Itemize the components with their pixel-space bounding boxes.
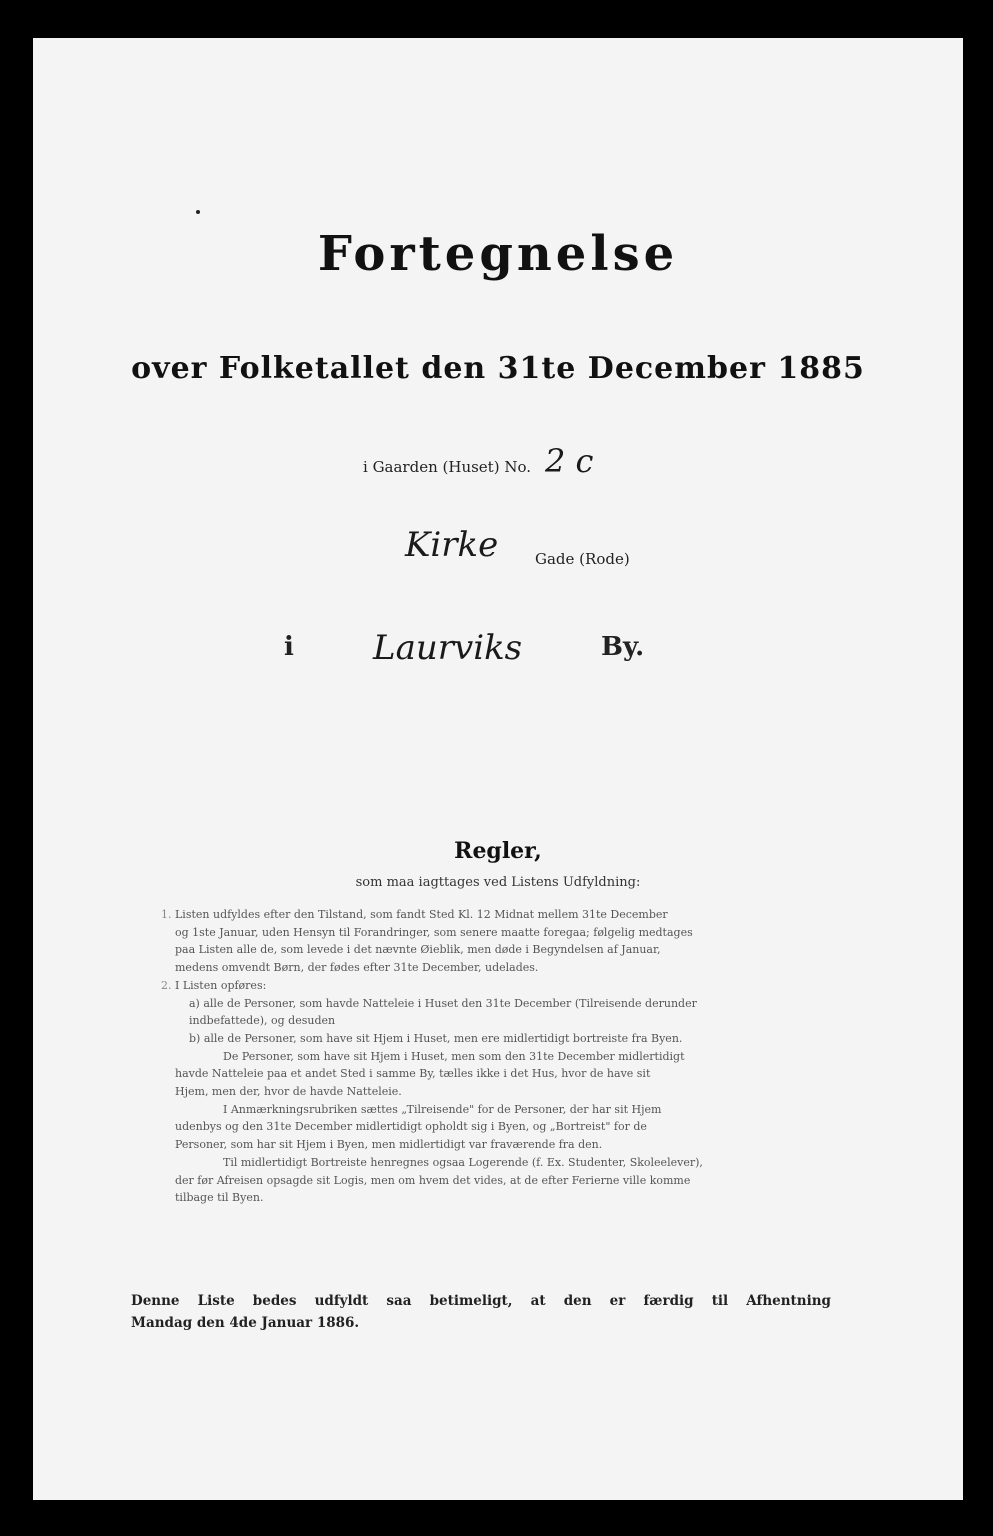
rule-line: der før Afreisen opsagde sit Logis, men om hvem det vides, at de efter Ferierne ville komme bbox=[175, 1173, 691, 1187]
census-form-page bbox=[33, 38, 963, 1500]
rule-line: b) alle de Personer, som have sit Hjem i Huset, men ere midlertidigt bortreiste fra Byen. bbox=[189, 1031, 683, 1045]
rules-heading: Regler, bbox=[454, 838, 542, 864]
rule-line: Personer, som har sit Hjem i Byen, men midlertidigt var fraværende fra den. bbox=[175, 1138, 603, 1152]
rule-line: og 1ste Januar, uden Hensyn til Forandringer, som senere maatte foregaa; følgelig medtages bbox=[175, 925, 693, 939]
rule-line: havde Natteleie paa et andet Sted i samme By, tælles ikke i det Hus, hvor de have sit bbox=[175, 1067, 651, 1081]
rule-line: tilbage til Byen. bbox=[175, 1191, 264, 1205]
footer-line: Denne Liste bedes udfyldt saa betimeligt, at den er færdig til Afhentning bbox=[131, 1293, 831, 1309]
rule-line: indbefattede), og desuden bbox=[189, 1014, 336, 1028]
house-label: i Gaarden (Huset) No. bbox=[363, 458, 531, 476]
rule-line: paa Listen alle de, som levede i det nævnte Øieblik, men døde i Begyndelsen af Januar, bbox=[175, 943, 661, 957]
footer-line: Mandag den 4de Januar 1886. bbox=[131, 1315, 360, 1331]
rule-line: I Anmærkningsrubriken sættes „Tilreisende" for de Personer, der har sit Hjem bbox=[223, 1102, 662, 1116]
rule-line: medens omvendt Børn, der fødes efter 31te December, udelades. bbox=[175, 961, 539, 975]
street-label: Gade (Rode) bbox=[535, 550, 630, 568]
footer-instructions bbox=[131, 1290, 831, 1334]
form-subtitle: over Folketallet den 31te December 1885 bbox=[131, 351, 865, 386]
house-number-handwritten: 2 c bbox=[545, 442, 594, 480]
rule-line: a) alle de Personer, som havde Natteleie i Huset den 31te December (Tilreisende derunder bbox=[189, 996, 697, 1010]
rules-subheading: som maa iagttages ved Listens Udfyldning: bbox=[355, 875, 641, 890]
rule-line: udenbys og den 31te December midlertidigt opholdt sig i Byen, og „Bortreist" for de bbox=[175, 1120, 647, 1134]
rule-line: Hjem, men der, hvor de havde Natteleie. bbox=[175, 1085, 402, 1099]
form-title: Fortegnelse bbox=[317, 226, 679, 282]
rules-text bbox=[161, 906, 830, 1207]
rule-line: 1. Listen udfyldes efter den Tilstand, som fandt Sted Kl. 12 Midnat mellem 31te December bbox=[161, 908, 668, 921]
town-prefix: i bbox=[284, 632, 294, 662]
rule-line: Til midlertidigt Bortreiste henregnes ogsaa Logerende (f. Ex. Studenter, Skoleelever), bbox=[223, 1155, 703, 1169]
town-suffix: By. bbox=[601, 632, 645, 662]
rule-line: 2. I Listen opføres: bbox=[161, 978, 267, 992]
ink-dot bbox=[196, 210, 200, 214]
rule-line: De Personer, som have sit Hjem i Huset, men som den 31te December midlertidigt bbox=[223, 1049, 685, 1063]
street-name-handwritten: Kirke bbox=[405, 525, 499, 565]
town-name-handwritten: Laurviks bbox=[373, 628, 523, 668]
